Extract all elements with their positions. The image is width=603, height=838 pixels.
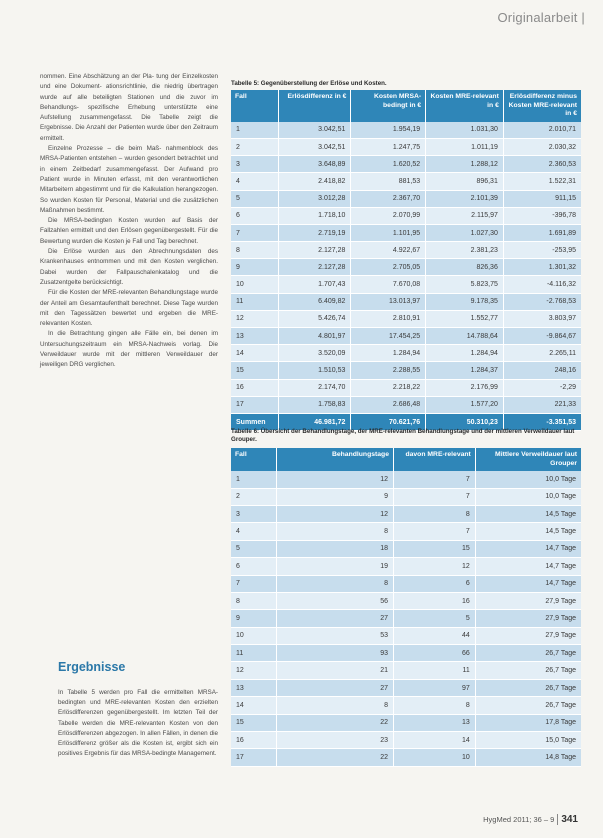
- table-cell: 17.454,25: [351, 328, 426, 345]
- table-cell: 1.718,10: [279, 207, 351, 224]
- table-row: [231, 488, 581, 505]
- table-row: [231, 592, 581, 609]
- table-row: [231, 732, 581, 749]
- table-row: [231, 122, 581, 139]
- column-header: Erlösdifferenz in €: [279, 90, 351, 122]
- table-row: [231, 345, 581, 362]
- table-cell: 4: [231, 523, 277, 540]
- journal-citation: HygMed 2011; 36 – 9: [483, 815, 555, 824]
- page-footer: [483, 814, 578, 825]
- table-cell: 1.288,12: [426, 156, 504, 173]
- table-cell: 27,9 Tage: [475, 610, 581, 627]
- table-cell: 7.670,08: [351, 276, 426, 293]
- table-row: [231, 276, 581, 293]
- table-cell: 14,8 Tage: [475, 749, 581, 766]
- table-row: [231, 558, 581, 575]
- costs-table: [231, 90, 581, 431]
- table-cell: 1.522,31: [503, 173, 581, 190]
- table-cell: 6: [231, 558, 277, 575]
- table-row: [231, 242, 581, 259]
- table-cell: 1.552,77: [426, 310, 504, 327]
- table-cell: 10,0 Tage: [475, 471, 581, 488]
- table-cell: 14.788,64: [426, 328, 504, 345]
- table-cell: 12: [277, 505, 394, 522]
- table-cell: 97: [394, 679, 476, 696]
- table-cell: 27: [277, 610, 394, 627]
- table-cell: 2.367,70: [351, 190, 426, 207]
- table-row: [231, 471, 581, 488]
- table-cell: 8: [394, 505, 476, 522]
- table-cell: 15: [231, 362, 279, 379]
- table-cell: 2.360,53: [503, 156, 581, 173]
- table-cell: 1.011,19: [426, 138, 504, 155]
- table-cell: 12: [231, 662, 277, 679]
- table-cell: 3: [231, 156, 279, 173]
- table-cell: 14,5 Tage: [475, 523, 581, 540]
- table-cell: 4.922,67: [351, 242, 426, 259]
- table-row: [231, 259, 581, 276]
- body-paragraph: Für die Kosten der MRE-relevanten Behandlungstage wurde der Anteil am Gesamtaufenthalt berechnet. Diese Tage wurden mit den Tagessätzen bewertet und ergeben die MRE-relevanten Kosten.: [40, 289, 218, 328]
- table-cell: 2.070,99: [351, 207, 426, 224]
- table-cell: 1.954,19: [351, 122, 426, 139]
- table-cell: 2.218,22: [351, 379, 426, 396]
- table-cell: 26,7 Tage: [475, 679, 581, 696]
- table-cell: 1.101,95: [351, 224, 426, 241]
- table-cell: 3.042,51: [279, 122, 351, 139]
- column-header: Erlösdifferenz minus Kosten MRE-relevant in €: [503, 90, 581, 122]
- table-cell: 7: [394, 488, 476, 505]
- table-row: [231, 138, 581, 155]
- sum-cell: Summen: [231, 413, 279, 430]
- table-cell: 2.810,91: [351, 310, 426, 327]
- table-row: [231, 610, 581, 627]
- table-cell: 14,7 Tage: [475, 540, 581, 557]
- table-cell: 8: [231, 592, 277, 609]
- table-cell: 2.176,99: [426, 379, 504, 396]
- table-cell: 2: [231, 488, 277, 505]
- table-cell: 11: [231, 645, 277, 662]
- table-cell: 27: [277, 679, 394, 696]
- table-row: [231, 523, 581, 540]
- table-cell: 27,9 Tage: [475, 592, 581, 609]
- body-paragraph: Einzelne Prozesse – die beim Maß- nahmenblock des MRSA-Patienten entstehen – wurden gesondert betrachtet und in einem Zeitbedarf zusammengefasst. Der Aufwand pro Patient wurde in Minuten erfasst, mit den verantwortlichen Mitarbeitern abgestimmt und für die Kalkulation herangezogen. So wurden Kosten für Personal, Material und die zusätzlichen Maßnahmen bestimmt.: [40, 145, 218, 214]
- table-cell: 6.409,82: [279, 293, 351, 310]
- table-cell: 1: [231, 471, 277, 488]
- table-cell: 2.030,32: [503, 138, 581, 155]
- table-row: [231, 697, 581, 714]
- table-cell: -253,95: [503, 242, 581, 259]
- body-paragraph: Die MRSA-bedingten Kosten wurden auf Basis der Fallzahlen ermittelt und den Erlösen gegenübergestellt. Für die Bewertung wurden die Kosten je Fall und Tag berechnet.: [40, 217, 218, 245]
- table6-caption: Tabelle 6: Übersicht der Behandlungstage, der MRE-relevanten Behandlungstage und der mittleren Verweildauer laut Grouper.: [231, 428, 575, 443]
- table-cell: 6: [394, 575, 476, 592]
- column-header: Behandlungstage: [277, 448, 394, 471]
- table-row: [231, 396, 581, 413]
- table-cell: 2.265,11: [503, 345, 581, 362]
- table-cell: 6: [231, 207, 279, 224]
- column-header: Kosten MRE-relevant in €: [426, 90, 504, 122]
- table-cell: 19: [277, 558, 394, 575]
- table-cell: 12: [277, 471, 394, 488]
- table-cell: 2.686,48: [351, 396, 426, 413]
- table-cell: 1.027,30: [426, 224, 504, 241]
- table-cell: 14: [231, 697, 277, 714]
- table-cell: 11: [394, 662, 476, 679]
- table-cell: 10: [231, 627, 277, 644]
- table-cell: 2.115,97: [426, 207, 504, 224]
- table-cell: 9.178,35: [426, 293, 504, 310]
- body-paragraph: nommen. Eine Abschätzung an der Pla- tung der Einzelkosten und eine Dokument- ationsrichtlinie, die niedrig übertragen wurde auf alle beteiligten Stationen und die zuvor im Behandlungs- spezifische Erhebung unterstützte eine Aufstellung zusammengefasst. Die Tabelle zeigt die Ergebnisse. Die Anzahl der Patienten wurde über den Zeitraum ermittelt.: [40, 73, 218, 142]
- table-cell: 5.426,74: [279, 310, 351, 327]
- table-cell: 93: [277, 645, 394, 662]
- table-cell: 896,31: [426, 173, 504, 190]
- column-header: Mittlere Verweildauer laut Grouper: [475, 448, 581, 471]
- table-row: [231, 749, 581, 766]
- table-cell: 7: [231, 575, 277, 592]
- table-cell: 8: [277, 575, 394, 592]
- table-cell: 14,7 Tage: [475, 575, 581, 592]
- table-row: [231, 293, 581, 310]
- table-cell: 2.719,19: [279, 224, 351, 241]
- body-text-column: [40, 72, 218, 371]
- table-row: [231, 540, 581, 557]
- table-cell: 1.301,32: [503, 259, 581, 276]
- table-cell: 66: [394, 645, 476, 662]
- table-cell: 17: [231, 749, 277, 766]
- table-cell: 13: [394, 714, 476, 731]
- table-cell: 5: [394, 610, 476, 627]
- table-cell: 1.247,75: [351, 138, 426, 155]
- table-cell: 2: [231, 138, 279, 155]
- table-cell: 13: [231, 679, 277, 696]
- table-row: [231, 362, 581, 379]
- table-cell: 7: [394, 471, 476, 488]
- table-cell: 1.691,89: [503, 224, 581, 241]
- table-cell: 56: [277, 592, 394, 609]
- page-number: 341: [557, 814, 578, 825]
- table-cell: 1.620,52: [351, 156, 426, 173]
- table-cell: 14,5 Tage: [475, 505, 581, 522]
- table-cell: 16: [231, 379, 279, 396]
- table-cell: 1.284,94: [426, 345, 504, 362]
- table-cell: 826,36: [426, 259, 504, 276]
- table-cell: 18: [277, 540, 394, 557]
- table-cell: 12: [394, 558, 476, 575]
- column-header: Fall: [231, 448, 277, 471]
- table-cell: 881,53: [351, 173, 426, 190]
- results-heading: Ergebnisse: [58, 660, 126, 674]
- table-cell: 21: [277, 662, 394, 679]
- table-cell: 17,8 Tage: [475, 714, 581, 731]
- table-cell: 2.101,39: [426, 190, 504, 207]
- table-row: [231, 505, 581, 522]
- table-cell: 15,0 Tage: [475, 732, 581, 749]
- table-cell: 14: [231, 345, 279, 362]
- table-row: [231, 207, 581, 224]
- table-cell: 3.042,51: [279, 138, 351, 155]
- table-cell: 3.520,09: [279, 345, 351, 362]
- table-cell: 8: [277, 523, 394, 540]
- table-cell: 2.288,55: [351, 362, 426, 379]
- table-cell: 27,9 Tage: [475, 627, 581, 644]
- table-cell: 3.012,28: [279, 190, 351, 207]
- table-row: [231, 575, 581, 592]
- table-cell: 1.284,94: [351, 345, 426, 362]
- table-cell: 8: [394, 697, 476, 714]
- table-cell: 1.284,37: [426, 362, 504, 379]
- table-cell: 2.127,28: [279, 259, 351, 276]
- table-cell: 15: [231, 714, 277, 731]
- table-cell: 1.707,43: [279, 276, 351, 293]
- table-cell: 15: [394, 540, 476, 557]
- table-cell: -2,29: [503, 379, 581, 396]
- table-cell: 10,0 Tage: [475, 488, 581, 505]
- table-cell: 8: [231, 242, 279, 259]
- table-cell: -396,78: [503, 207, 581, 224]
- table-cell: 5.823,75: [426, 276, 504, 293]
- column-header: Fall: [231, 90, 279, 122]
- table-row: [231, 645, 581, 662]
- body-paragraph: In die Betrachtung gingen alle Fälle ein, bei denen im Untersuchungszeitraum ein MRSA-Nachweis vorlag. Die Verweildauer wurde mit der mittleren Verweildauer der jeweiligen DRG verglichen.: [40, 330, 218, 369]
- sum-cell: 50.310,23: [426, 413, 504, 430]
- treatment-days-table: [231, 448, 581, 767]
- table-cell: -9.864,67: [503, 328, 581, 345]
- table-cell: 26,7 Tage: [475, 645, 581, 662]
- table-row: [231, 156, 581, 173]
- body-paragraph: Die Erlöse wurden aus den Abrechnungsdaten des Krankenhauses entnommen und mit den Kosten verglichen. Dabei wurden der Fallpauschalenkatalog und die Zusatzentgelte berücksichtigt.: [40, 248, 218, 286]
- table-cell: 2.418,82: [279, 173, 351, 190]
- sum-cell: 70.621,76: [351, 413, 426, 430]
- table-cell: 14,7 Tage: [475, 558, 581, 575]
- sum-cell: 46.981,72: [279, 413, 351, 430]
- table-cell: 2.705,05: [351, 259, 426, 276]
- table-cell: 3.803,97: [503, 310, 581, 327]
- table-cell: 23: [277, 732, 394, 749]
- table-cell: 13.013,97: [351, 293, 426, 310]
- table-cell: 22: [277, 714, 394, 731]
- table-cell: 2.381,23: [426, 242, 504, 259]
- table5-caption: Tabelle 5: Gegenüberstellung der Erlöse und Kosten.: [231, 80, 387, 87]
- column-header: Kosten MRSA-bedingt in €: [351, 90, 426, 122]
- results-text: In Tabelle 5 werden pro Fall die ermittelten MRSA-bedingten und MRE-relevanten Kosten den erzielten Erlösdifferenzen gegenübergestellt. Im letzten Teil der Tabelle werden die MRE-relevanten Kosten von den Erlösdifferenzen abgezogen. In allen Fällen, in denen die Erlösdifferenz größer als die Kosten ist, ergibt sich ein positives Ergebnis für das MRSA-bedingte Management.: [58, 689, 218, 758]
- table-row: [231, 173, 581, 190]
- sum-cell: -3.351,53: [503, 413, 581, 430]
- table-row: [231, 627, 581, 644]
- table-cell: 9: [277, 488, 394, 505]
- table-cell: 26,7 Tage: [475, 697, 581, 714]
- table-row: [231, 310, 581, 327]
- table-cell: 911,15: [503, 190, 581, 207]
- table-cell: 5: [231, 540, 277, 557]
- table-cell: 8: [277, 697, 394, 714]
- table-cell: 1.510,53: [279, 362, 351, 379]
- table-cell: 3: [231, 505, 277, 522]
- table-cell: 7: [231, 224, 279, 241]
- table-cell: 16: [394, 592, 476, 609]
- table-cell: 10: [231, 276, 279, 293]
- table-cell: 3.648,89: [279, 156, 351, 173]
- table-cell: 44: [394, 627, 476, 644]
- table-cell: 4.801,97: [279, 328, 351, 345]
- table-cell: 13: [231, 328, 279, 345]
- table-cell: 248,16: [503, 362, 581, 379]
- table-cell: 221,33: [503, 396, 581, 413]
- table-cell: 10: [394, 749, 476, 766]
- table-cell: 1.758,83: [279, 396, 351, 413]
- table-cell: 1.031,30: [426, 122, 504, 139]
- table-row: [231, 190, 581, 207]
- table-cell: -2.768,53: [503, 293, 581, 310]
- table-cell: 17: [231, 396, 279, 413]
- table-cell: 5: [231, 190, 279, 207]
- table-cell: 9: [231, 259, 279, 276]
- table-cell: 22: [277, 749, 394, 766]
- table-cell: 12: [231, 310, 279, 327]
- table-cell: 2.127,28: [279, 242, 351, 259]
- table-cell: 26,7 Tage: [475, 662, 581, 679]
- table-cell: 2.010,71: [503, 122, 581, 139]
- table-cell: 4: [231, 173, 279, 190]
- table-cell: 7: [394, 523, 476, 540]
- table-row: [231, 224, 581, 241]
- table-row: [231, 662, 581, 679]
- table-cell: 16: [231, 732, 277, 749]
- table-cell: 1.577,20: [426, 396, 504, 413]
- table-cell: 14: [394, 732, 476, 749]
- column-header: davon MRE-relevant: [394, 448, 476, 471]
- table-row: [231, 679, 581, 696]
- table-cell: 1: [231, 122, 279, 139]
- table-cell: 11: [231, 293, 279, 310]
- table-row: [231, 714, 581, 731]
- table-row: [231, 328, 581, 345]
- table-cell: -4.116,32: [503, 276, 581, 293]
- table-cell: 53: [277, 627, 394, 644]
- table-row: [231, 379, 581, 396]
- table-cell: 9: [231, 610, 277, 627]
- section-header: Originalarbeit |: [497, 10, 585, 25]
- table-cell: 2.174,70: [279, 379, 351, 396]
